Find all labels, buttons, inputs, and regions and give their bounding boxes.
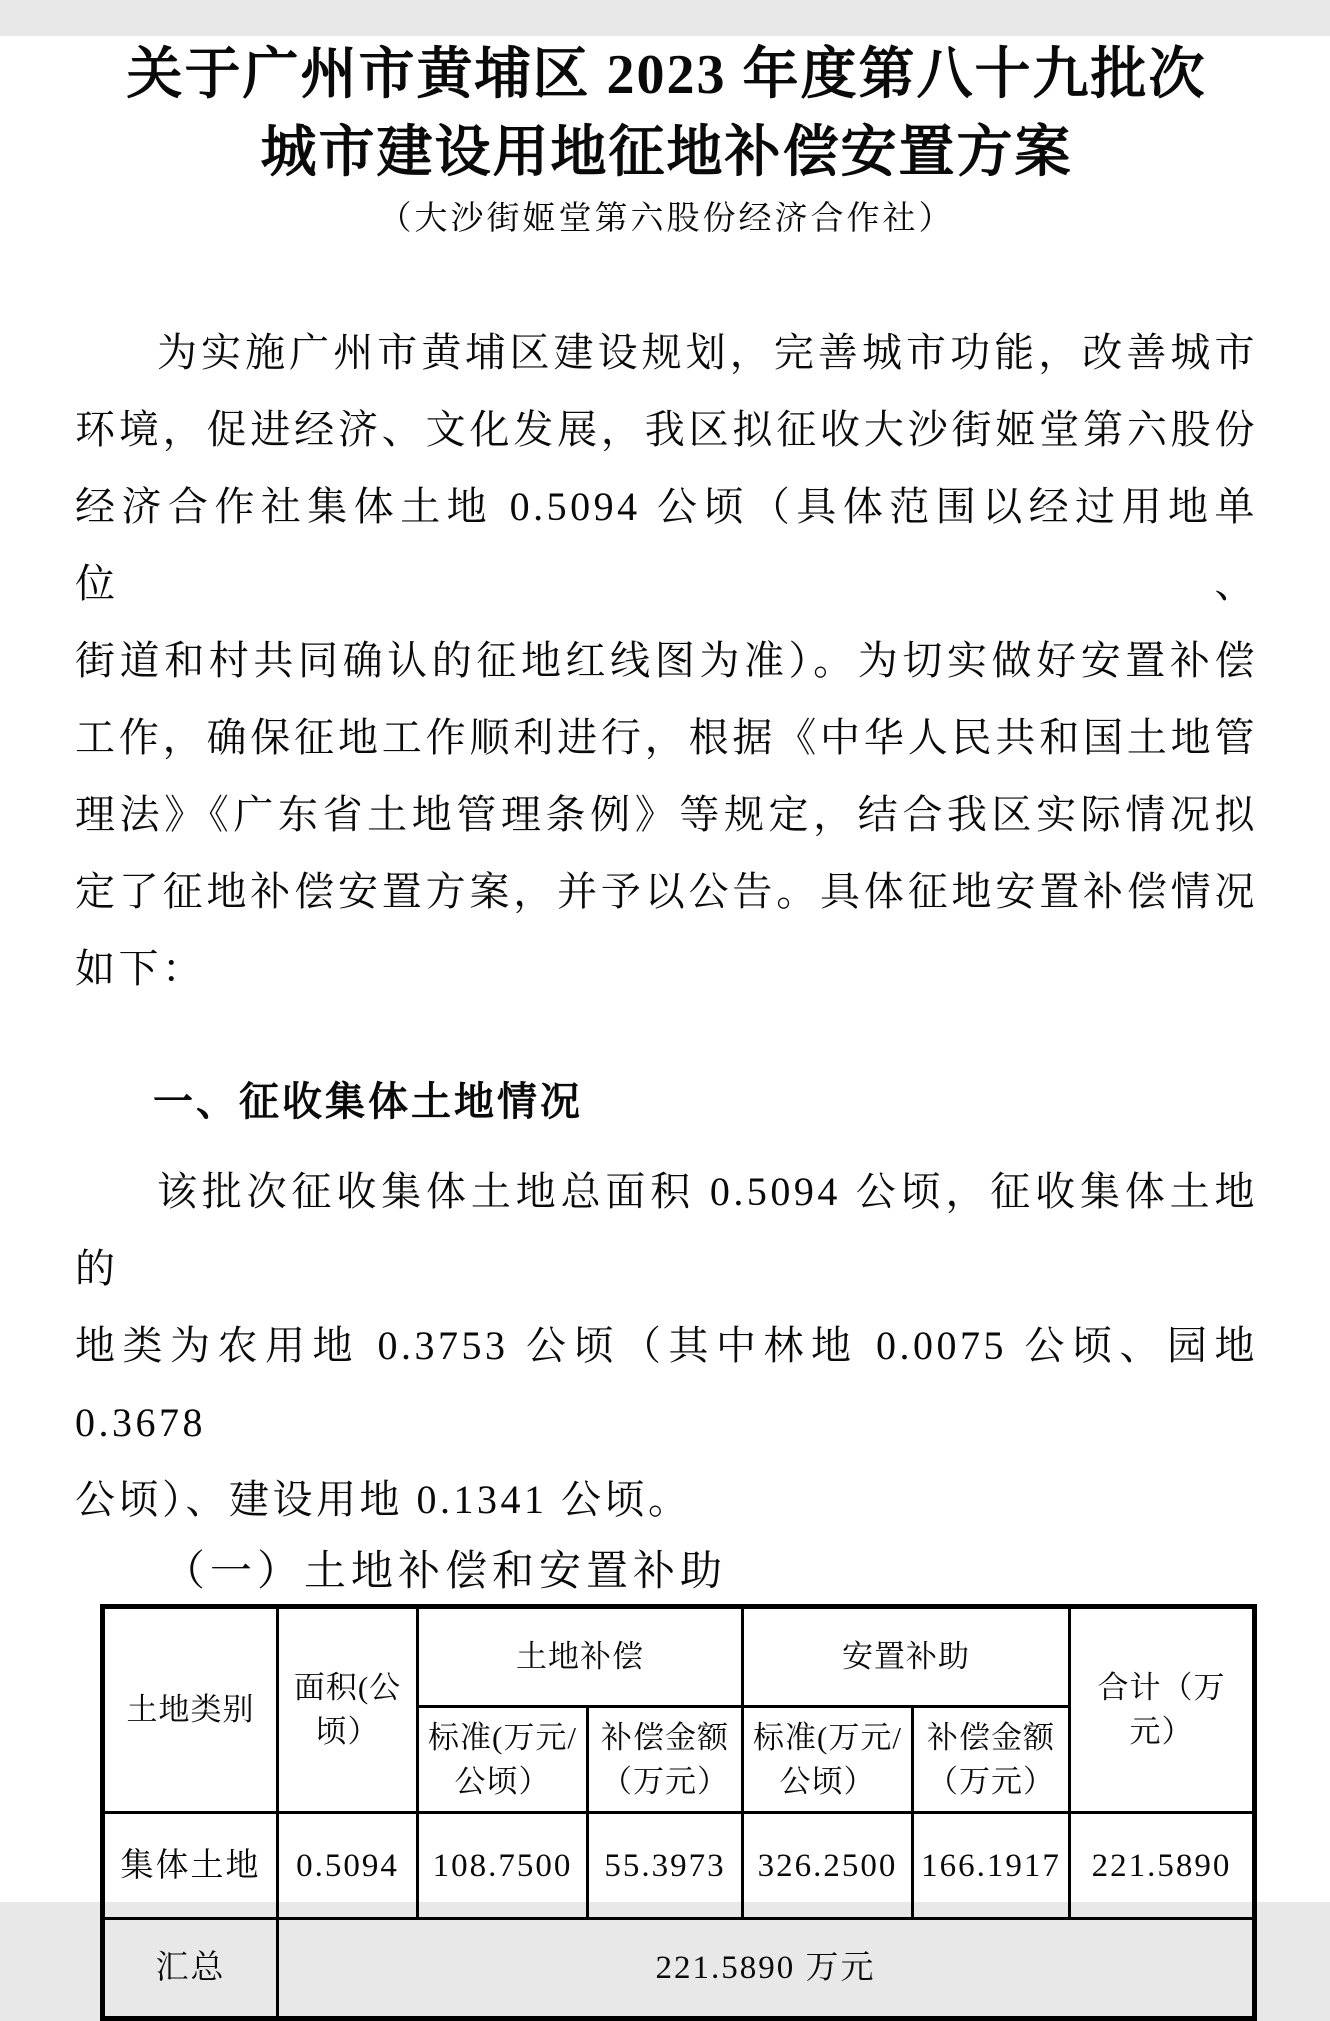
paragraph-line: 环境，促进经济、文化发展，我区拟征收大沙街姬堂第六股份: [75, 407, 1258, 452]
cell-land-comp-standard: 108.7500: [418, 1813, 588, 1919]
section-heading: 一、征收集体土地情况: [153, 1080, 583, 1124]
table-row-summary: [103, 1919, 1255, 2019]
header-area: 面积(公顷）: [278, 1607, 418, 1813]
cell-summary-value: 221.5890 万元: [278, 1919, 1255, 2019]
land-summary-paragraph: [75, 1153, 1258, 1538]
cell-area: 0.5094: [278, 1813, 418, 1919]
paragraph-line: 工作，确保征地工作顺利进行，根据《中华人民共和国土地管: [75, 715, 1258, 760]
header-land-compensation-group: 土地补偿: [418, 1607, 743, 1707]
cell-summary-label: 汇总: [103, 1919, 278, 2019]
document-page: [0, 36, 1330, 1986]
document-title: [75, 36, 1258, 192]
cell-resettle-amount: 166.1917: [913, 1813, 1070, 1919]
paragraph-line: 理法》《广东省土地管理条例》等规定，结合我区实际情况拟: [75, 792, 1258, 837]
header-resettlement-group: 安置补助: [743, 1607, 1070, 1707]
header-resettle-standard: 标准(万元/公顷）: [743, 1707, 913, 1813]
header-resettle-amount: 补偿金额（万元）: [913, 1707, 1070, 1813]
header-land-type: 土地类别: [103, 1607, 278, 1813]
header-land-comp-amount: 补偿金额（万元）: [588, 1707, 743, 1813]
paragraph-line: 街道和村共同确认的征地红线图为准）。为切实做好安置补偿: [75, 638, 1258, 683]
header-total: 合计（万元）: [1070, 1607, 1255, 1813]
paragraph-line: 定了征地补偿安置方案，并予以公告。具体征地安置补偿情况: [75, 869, 1258, 914]
table-row-collective-land: [103, 1813, 1255, 1919]
compensation-table: [100, 1604, 1257, 2021]
cell-resettle-standard: 326.2500: [743, 1813, 913, 1919]
cell-total: 221.5890: [1070, 1813, 1255, 1919]
paragraph-line: 地类为农用地 0.3753 公顷（其中林地 0.0075 公顷、园地 0.3678: [75, 1323, 1258, 1445]
paragraph-line: 如下：: [75, 946, 206, 991]
title-line-1: 关于广州市黄埔区 2023 年度第八十九批次: [126, 44, 1207, 106]
paragraph-line: 该批次征收集体土地总面积 0.5094 公顷，征收集体土地的: [75, 1169, 1258, 1291]
paragraph-line: 经济合作社集体土地 0.5094 公顷（具体范围以经过用地单位、: [75, 484, 1258, 606]
header-land-comp-standard: 标准(万元/公顷）: [418, 1707, 588, 1813]
cell-land-comp-amount: 55.3973: [588, 1813, 743, 1919]
title-line-2: 城市建设用地征地补偿安置方案: [260, 122, 1073, 184]
subsection-heading: （一）土地补偿和安置补助: [163, 1549, 728, 1595]
document-subtitle: （大沙街姬堂第六股份经济合作社）: [378, 201, 955, 237]
cell-land-type: 集体土地: [103, 1813, 278, 1919]
intro-paragraph: [75, 314, 1258, 1007]
paragraph-line: 为实施广州市黄埔区建设规划，完善城市功能，改善城市: [157, 330, 1258, 375]
paragraph-line: 公顷）、建设用地 0.1341 公顷。: [75, 1477, 692, 1522]
